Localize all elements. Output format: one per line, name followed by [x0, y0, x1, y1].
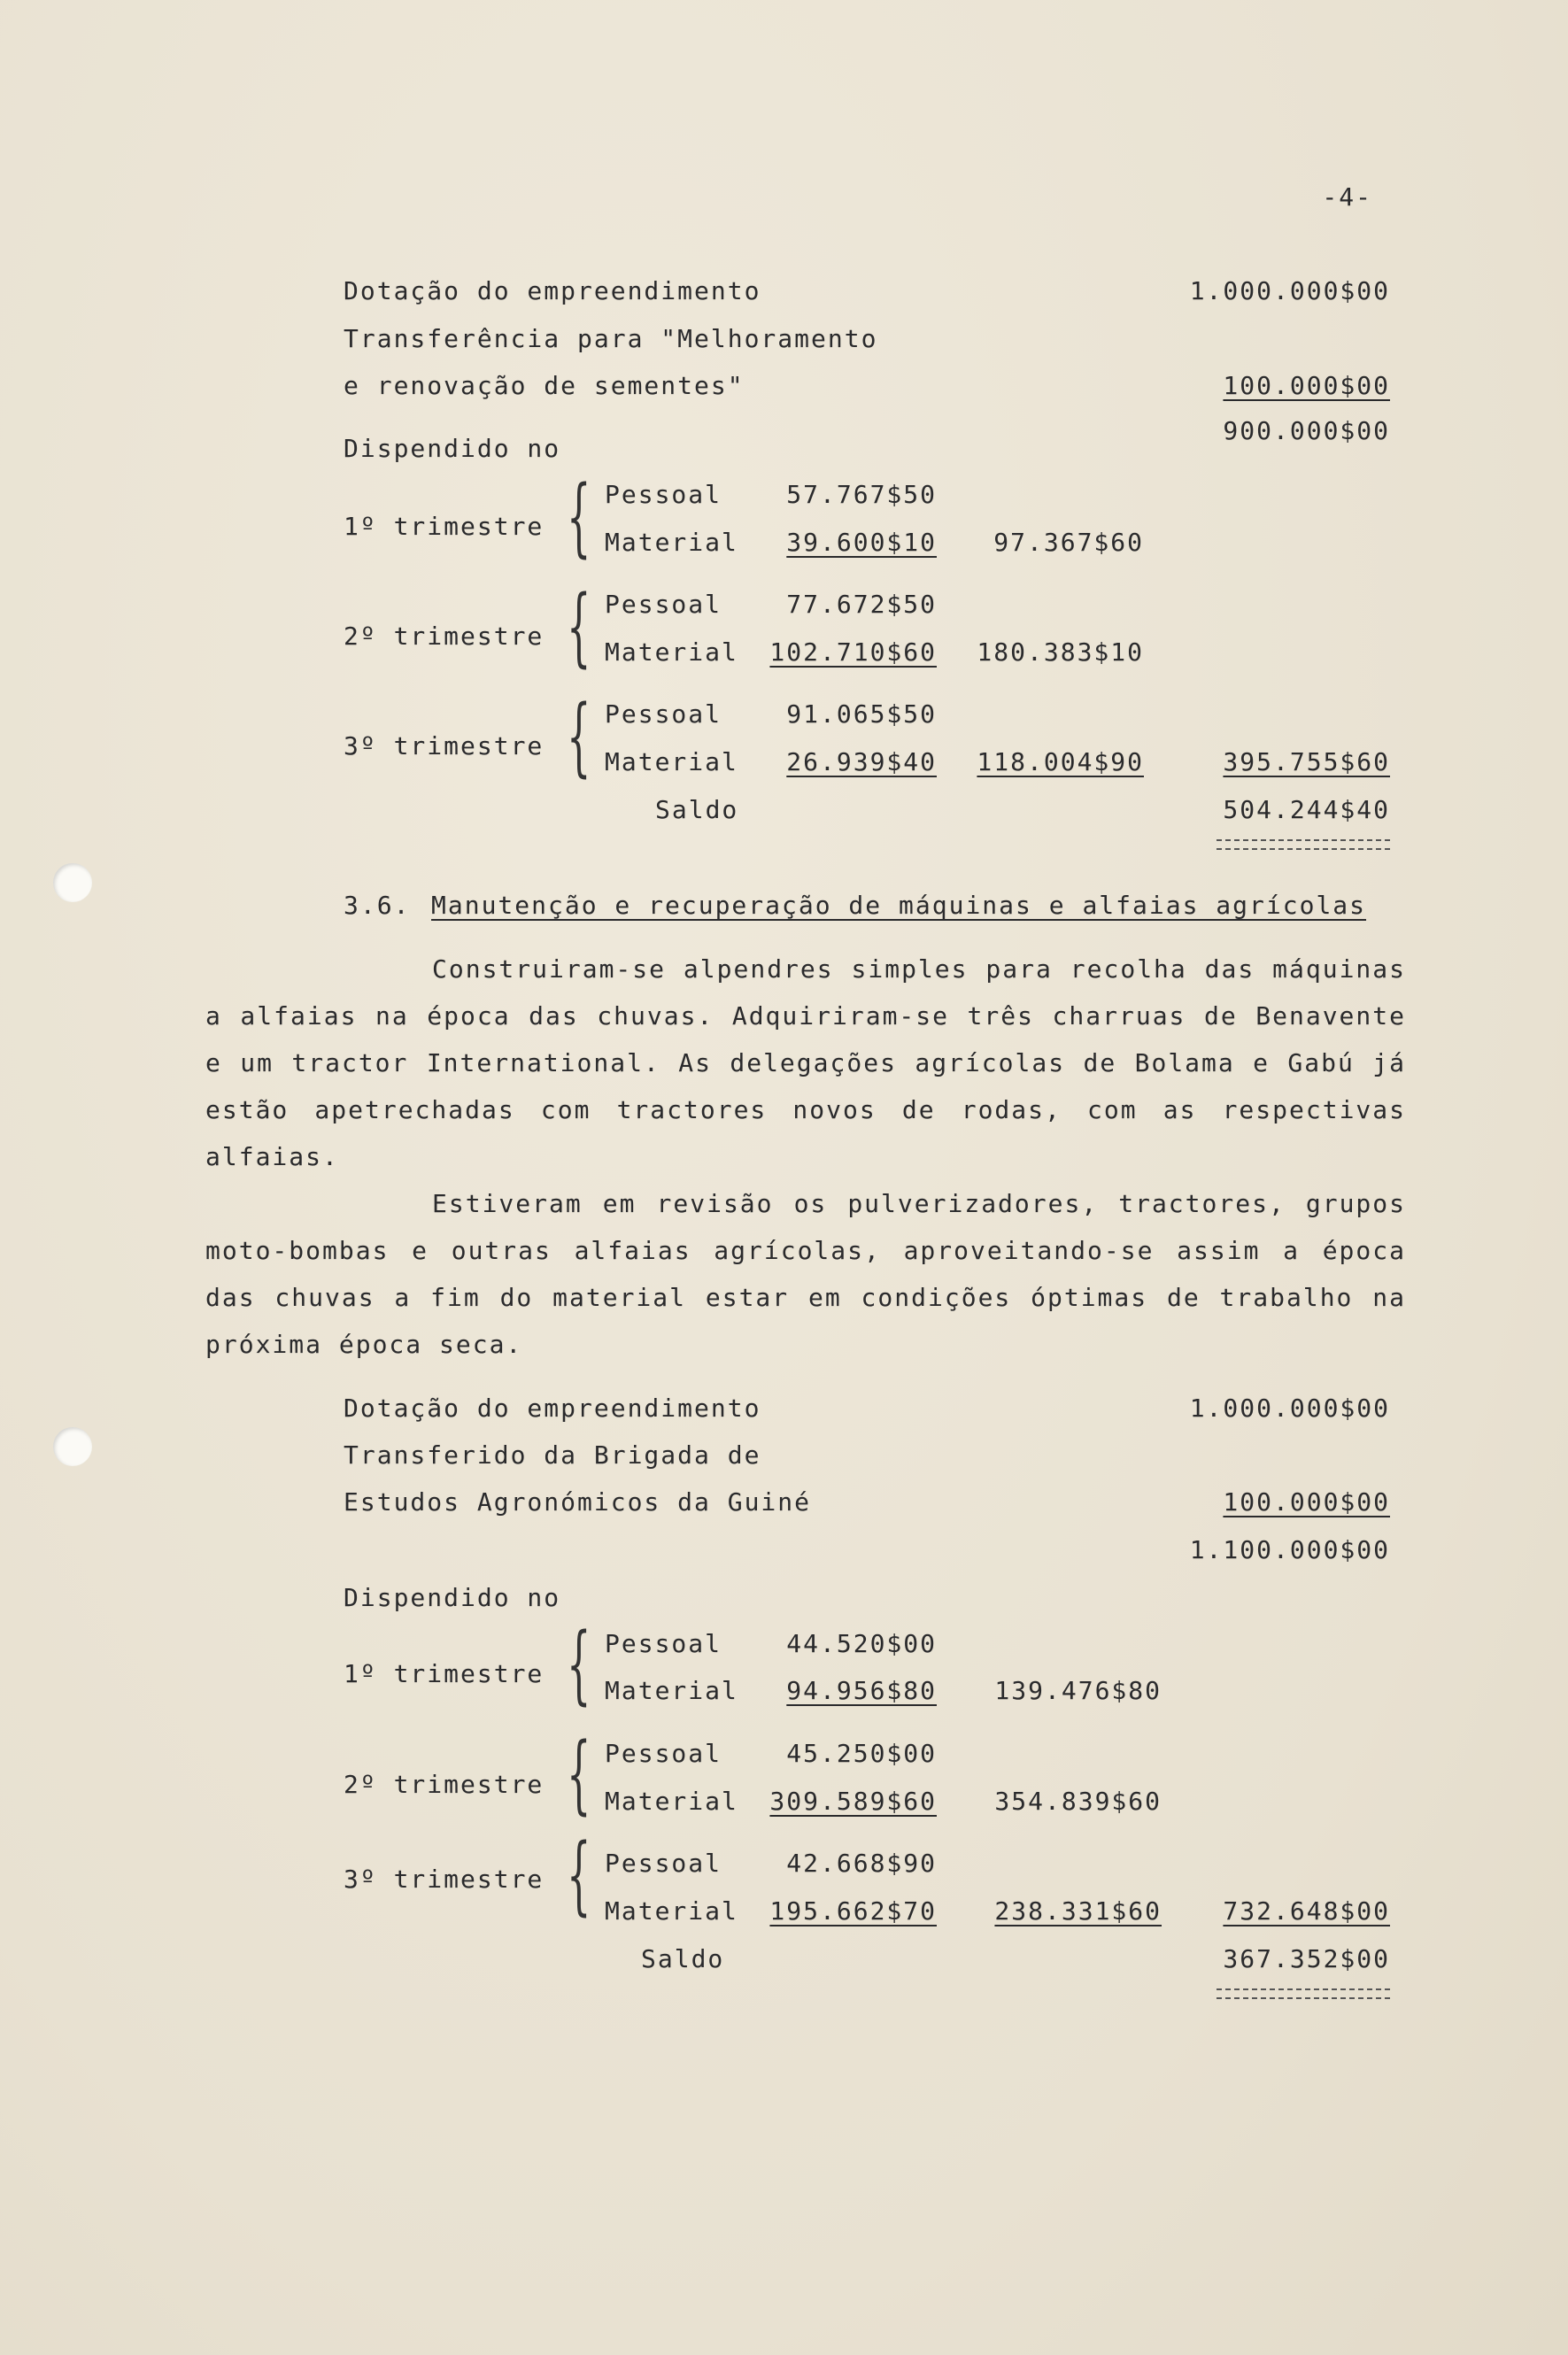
b2-saldo-value: 367.352$00 — [1223, 1944, 1390, 1973]
b2-q2-total: 354.839$60 — [994, 1787, 1162, 1816]
b2-q3-label: 3º trimestre — [344, 1865, 545, 1894]
b1-q3-grand: 395.755$60 — [1223, 747, 1390, 776]
b1-q1-pessoal-label: Pessoal — [605, 480, 722, 509]
b1-q1-material: 39.600$10 — [786, 528, 937, 557]
b2-q3-grand: 732.648$00 — [1223, 1896, 1390, 1926]
b1-q3-material-label: Material — [605, 747, 738, 776]
b1-saldo-label: Saldo — [655, 795, 739, 824]
paragraph-2: Estiveram em revisão os pulverizadores, tractores, grupos moto-bombas e outras alfaias agrícolas, aproveitando-se assim a época das chuvas a fim do material estar em condições óptimas de trabalho na próxima época seca. — [205, 1189, 1406, 1359]
b2-q1-material: 94.956$80 — [786, 1676, 937, 1705]
b1-q1-material-label: Material — [605, 528, 738, 557]
b1-q3-brace: { — [567, 687, 591, 786]
b1-transfer-value: 100.000$00 — [1223, 371, 1390, 400]
b1-q2-brace: { — [567, 577, 591, 676]
b2-q1-material-label: Material — [605, 1676, 738, 1705]
page-number: -4- — [1322, 182, 1372, 212]
b1-q1-total: 97.367$60 — [993, 528, 1144, 557]
b2-q2-label: 2º trimestre — [344, 1770, 545, 1799]
b1-q2-label: 2º trimestre — [344, 622, 545, 651]
b1-dotacao-label: Dotação do empreendimento — [344, 276, 761, 305]
b2-transfer-value: 100.000$00 — [1223, 1487, 1390, 1517]
paragraph-1: Construiram-se alpendres simples para recolha das máquinas a alfaias na época das chuvas. Adquiriram-se três charruas de Benavente e um tractor International. As delegações agrícolas de Bolama e Gabú já estão apetrechadas com tractores novos de rodas, com as respectivas alfaias. — [205, 954, 1406, 1171]
b1-q1-pessoal: 57.767$50 — [786, 480, 937, 509]
b1-q2-pessoal: 77.672$50 — [786, 590, 937, 619]
b2-q3-material-label: Material — [605, 1896, 738, 1926]
b1-q2-total: 180.383$10 — [977, 637, 1144, 667]
section-title: Manutenção e recuperação de máquinas e alfaias agrícolas — [431, 891, 1367, 920]
b2-dotacao-label: Dotação do empreendimento — [344, 1394, 761, 1423]
b1-saldo-double-rule — [1217, 839, 1390, 850]
b1-q1-label: 1º trimestre — [344, 512, 545, 541]
b2-q2-material: 309.589$60 — [769, 1787, 937, 1816]
b2-q1-label: 1º trimestre — [344, 1659, 545, 1688]
punch-hole-top — [53, 863, 92, 902]
b2-q1-pessoal: 44.520$00 — [786, 1629, 937, 1658]
b1-saldo-value: 504.244$40 — [1223, 795, 1390, 824]
b1-q3-pessoal: 91.065$50 — [786, 699, 937, 729]
section-number: 3.6. — [344, 891, 411, 920]
b1-dispendido-label: Dispendido no — [344, 434, 561, 463]
b1-renovacao-label: e renovação de sementes" — [344, 371, 745, 400]
b2-q3-material: 195.662$70 — [769, 1896, 937, 1926]
b1-q1-brace: { — [567, 467, 591, 567]
b1-q3-material: 26.939$40 — [786, 747, 937, 776]
b1-q3-total: 118.004$90 — [977, 747, 1144, 776]
b2-q3-brace: { — [567, 1826, 591, 1925]
punch-hole-bottom — [53, 1427, 92, 1466]
b2-q2-pessoal: 45.250$00 — [786, 1739, 937, 1768]
b2-transfer-label: Transferido da Brigada de — [344, 1440, 761, 1470]
b2-saldo-double-rule — [1217, 1988, 1390, 1999]
b2-q1-total: 139.476$80 — [994, 1676, 1162, 1705]
b2-q1-brace: { — [567, 1615, 591, 1714]
b2-q3-pessoal-label: Pessoal — [605, 1849, 722, 1878]
section-body — [205, 946, 1406, 1368]
b1-q3-pessoal-label: Pessoal — [605, 699, 722, 729]
b2-q2-pessoal-label: Pessoal — [605, 1739, 722, 1768]
b2-q2-brace: { — [567, 1725, 591, 1824]
b1-dotacao-value: 1.000.000$00 — [1189, 276, 1390, 305]
b2-q2-material-label: Material — [605, 1787, 738, 1816]
b1-subtotal: 900.000$00 — [1223, 416, 1390, 445]
b1-q2-pessoal-label: Pessoal — [605, 590, 722, 619]
b2-q3-pessoal: 42.668$90 — [786, 1849, 937, 1878]
b2-dispendido-label: Dispendido no — [344, 1583, 561, 1612]
b2-saldo-label: Saldo — [641, 1944, 725, 1973]
b1-q2-material: 102.710$60 — [769, 637, 937, 667]
b1-q2-material-label: Material — [605, 637, 738, 667]
b2-subtotal: 1.100.000$00 — [1189, 1535, 1390, 1564]
b1-q3-label: 3º trimestre — [344, 731, 545, 761]
b2-estudos-label: Estudos Agronómicos da Guiné — [344, 1487, 812, 1517]
b2-q3-total: 238.331$60 — [994, 1896, 1162, 1926]
b2-dotacao-value: 1.000.000$00 — [1189, 1394, 1390, 1423]
b1-transfer-label: Transferência para "Melhoramento — [344, 324, 878, 353]
b2-q1-pessoal-label: Pessoal — [605, 1629, 722, 1658]
